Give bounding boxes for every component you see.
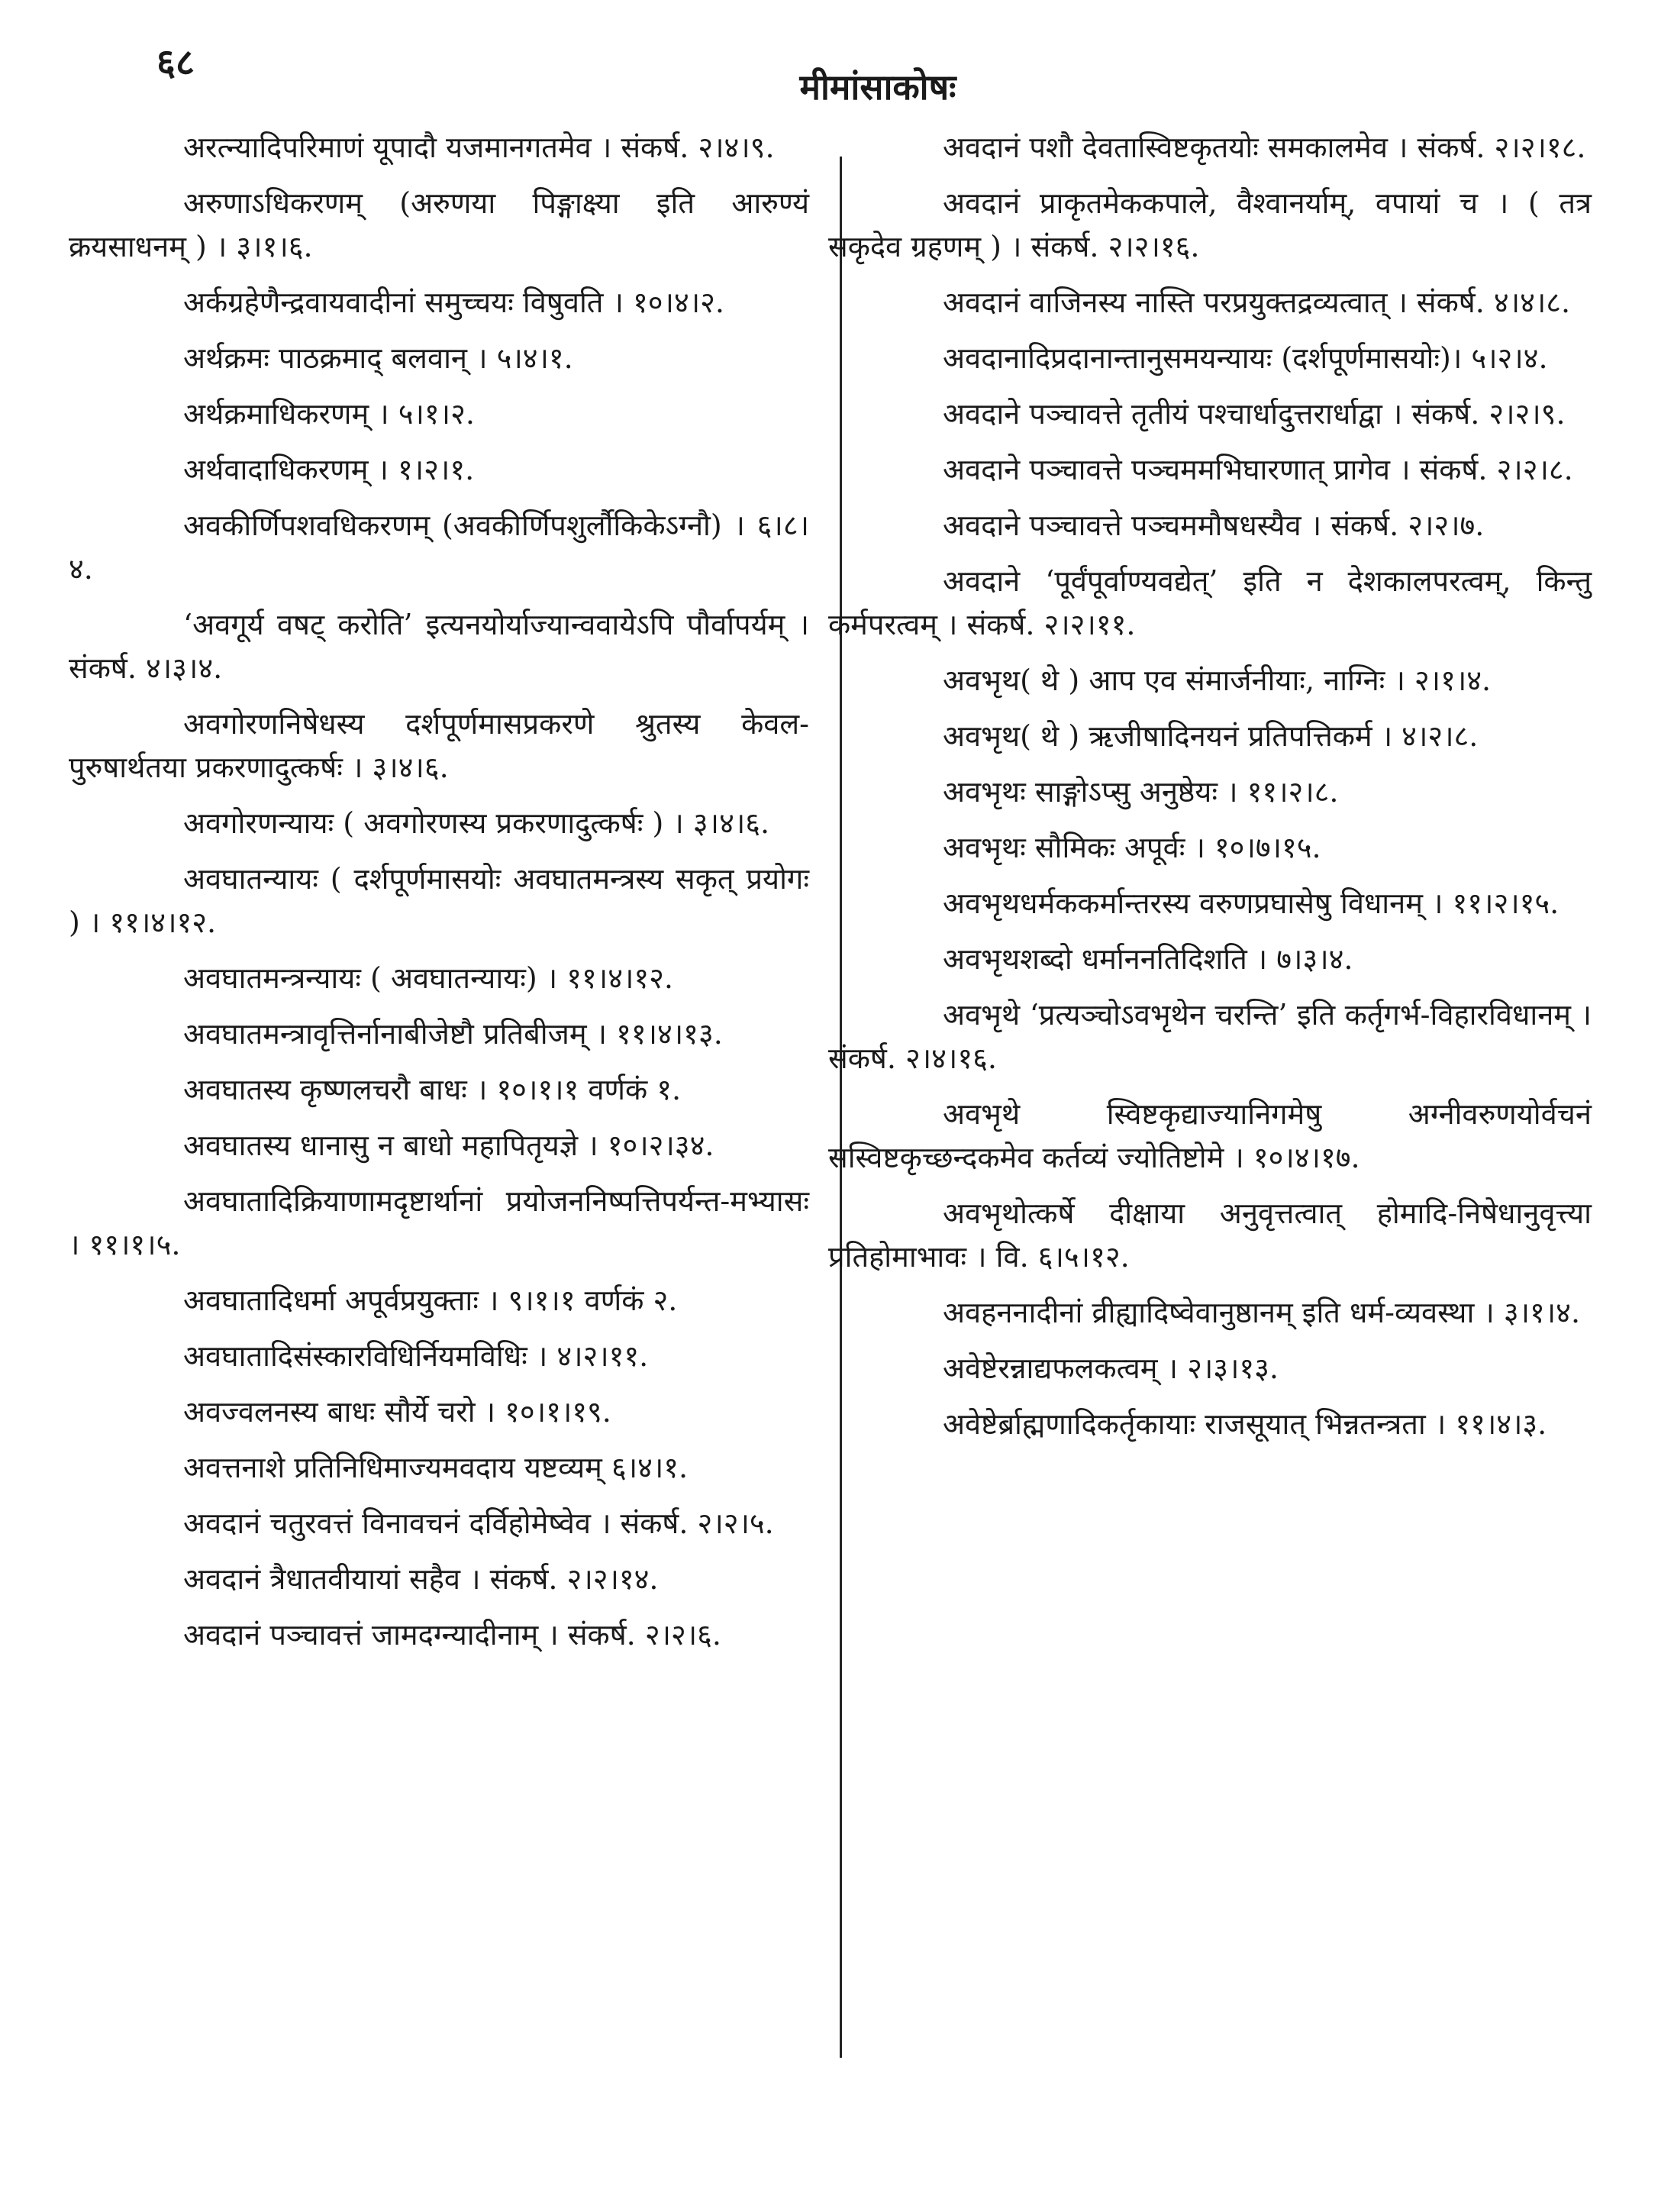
index-entry: अवघातन्यायः ( दर्शपूर्णमासयोः अवघातमन्त्रस्य सकृत् प्रयोगः ) । ११।४।१२.: [69, 862, 809, 939]
index-entry: अर्थक्रमः पाठक्रमाद् बलवान् । ५।४।१.: [183, 341, 573, 375]
index-entry: अवदानं चतुरवत्तं विनावचनं दर्विहोमेष्वेव । संकर्ष. २।२।५.: [183, 1506, 774, 1540]
left-column: [69, 126, 809, 1669]
index-entry: अवत्तनाशे प्रतिनिधिमाज्यमवदाय यष्टव्यम् ६।४।१.: [183, 1451, 689, 1484]
index-entry: अवगोरणनिषेधस्य दर्शपूर्णमासप्रकरणे श्रुतस्य केवल-पुरुषार्थतया प्रकरणादुत्कर्षः । ३।४।६.: [69, 707, 809, 784]
index-entry: अरत्न्यादिपरिमाणं यूपादौ यजमानगतमेव । संकर्ष. २।४।९.: [183, 131, 775, 164]
index-entry: अवदाने पञ्चावत्ते तृतीयं पश्चार्धादुत्तरार्धाद्वा । संकर्ष. २।२।९.: [943, 397, 1566, 431]
index-entry: अवदानं पञ्चावत्तं जामदग्न्यादीनाम् । संकर्ष. २।२।६.: [183, 1618, 721, 1652]
index-entry: अवभृथः सौमिकः अपूर्वः । १०।७।१५.: [943, 831, 1321, 864]
index-entry: अवहननादीनां व्रीह्यादिष्वेवानुष्ठानम् इति धर्म-व्यवस्था । ३।१।४.: [943, 1296, 1581, 1329]
index-entry: अवघातादिसंस्कारविधिर्नियमविधिः । ४।२।११.: [183, 1339, 649, 1373]
index-entry: अवदाने पञ्चावत्ते पञ्चममभिघारणात् प्रागेव । संकर्ष. २।२।८.: [943, 453, 1573, 486]
right-column: [828, 126, 1592, 1458]
index-entry: अवज्वलनस्य बाधः सौर्ये चरो । १०।१।१९.: [183, 1395, 611, 1429]
index-entry: अवदाने ‘पूर्वंपूर्वाण्यवद्येत्’ इति न देशकालपरत्वम्, किन्तु कर्मपरत्वम् । संकर्ष. २।२।११.: [828, 564, 1592, 641]
index-entry: अवभृथे स्विष्टकृद्याज्यानिगमेषु अग्नीवरुणयोर्वचनं सस्विष्टकृच्छन्दकमेव कर्तव्यं ज्योतिष्टोमे । १०।४।१७.: [828, 1097, 1592, 1174]
index-entry: अवघातस्य धानासु न बाधो महापितृयज्ञे । १०।२।३४.: [183, 1129, 714, 1162]
index-entry: अवकीर्णिपशवधिकरणम् (अवकीर्णिपशुर्लौकिकेऽग्नौ) । ६।८।४.: [69, 509, 809, 586]
index-entry: अर्कग्रहेणैन्द्रवायवादीनां समुच्चयः विषुवति । १०।४।२.: [183, 286, 724, 319]
index-entry: अवघातादिधर्मा अपूर्वप्रयुक्ताः । ९।१।१ वर्णकं २.: [183, 1284, 678, 1317]
index-entry: अवभृथशब्दो धर्माननतिदिशति । ७।३।४.: [943, 942, 1353, 976]
index-entry: अवभृथधर्मककर्मान्तरस्य वरुणप्रघासेषु विधानम् । ११।२।१५.: [943, 886, 1559, 920]
index-entry: अवदानं पशौ देवतास्विष्टकृतयोः समकालमेव । संकर्ष. २।२।१८.: [943, 131, 1586, 164]
index-entry: अवदाने पञ्चावत्ते पञ्चममौषधस्यैव । संकर्ष. २।२।७.: [943, 509, 1485, 542]
page-number: ६८: [156, 41, 195, 84]
index-entry: अवेष्टेरन्नाद्यफलकत्वम् । २।३।१३.: [943, 1351, 1279, 1385]
index-entry: अवघातस्य कृष्णलचरौ बाधः । १०।१।१ वर्णकं १.: [183, 1073, 682, 1106]
index-entry: अवदानं त्रैधातवीयायां सहैव । संकर्ष. २।२।१४.: [183, 1562, 659, 1596]
running-head-title: मीमांसाकोषः: [799, 66, 956, 108]
index-entry: अवभृथे ‘प्रत्यञ्चोऽवभृथेन चरन्ति’ इति कर्तृगर्भ-विहारविधानम् । संकर्ष. २।४।१६.: [828, 998, 1592, 1075]
index-entry: अर्थवादाधिकरणम् । १।२।१.: [183, 453, 475, 486]
index-entry: अवघातादिक्रियाणामदृष्टार्थानां प्रयोजननिष्पत्तिपर्यन्त-मभ्यासः । ११।१।५.: [69, 1184, 809, 1261]
index-entry: अर्थक्रमाधिकरणम् । ५।१।२.: [183, 397, 475, 431]
index-entry: ‘अवगूर्य वषट् करोति’ इत्यनयोर्याज्यान्ववायेऽपि पौर्वापर्यम् । संकर्ष. ४।३।४.: [69, 608, 809, 685]
index-entry: अवदानं प्राकृतमेककपाले, वैश्वानर्याम्, वपायां च । ( तत्र सकृदेव ग्रहणम् ) । संकर्ष. २।२।१६.: [828, 186, 1592, 263]
index-entry: अवघातमन्त्रन्यायः ( अवघातन्यायः) । ११।४।१२.: [183, 961, 673, 995]
index-entry: अवेष्टेर्ब्राह्मणादिकर्तृकायाः राजसूयात् भिन्नतन्त्रता । ११।४।३.: [943, 1407, 1547, 1441]
index-entry: अवघातमन्त्रावृत्तिर्नानाबीजेष्टौ प्रतिबीजम् । ११।४।१३.: [183, 1017, 723, 1051]
index-entry: अवभृथः साङ्गोऽप्सु अनुष्ठेयः । ११।२।८.: [943, 775, 1339, 809]
index-entry: अवभृथोत्कर्षे दीक्षाया अनुवृत्तत्वात् होमादि-निषेधानुवृत्त्या प्रतिहोमाभावः । वि. ६।५।१२.: [828, 1196, 1592, 1274]
index-entry: अवदानं वाजिनस्य नास्ति परप्रयुक्तद्रव्यत्वात् । संकर्ष. ४।४।८.: [943, 286, 1571, 319]
index-entry: अवभृथ( थे ) आप एव संमार्जनीयाः, नाग्निः । २।१।४.: [943, 664, 1492, 697]
index-entry: अवदानादिप्रदानान्तानुसमयन्यायः (दर्शपूर्णमासयोः)। ५।२।४.: [943, 341, 1548, 375]
index-entry: अरुणाऽधिकरणम् (अरुणया पिङ्गाक्ष्या इति आरुण्यं क्रयसाधनम् ) । ३।१।६.: [69, 186, 809, 263]
index-entry: अवगोरणन्यायः ( अवगोरणस्य प्रकरणादुत्कर्षः ) । ३।४।६.: [183, 806, 770, 840]
index-entry: अवभृथ( थे ) ऋजीषादिनयनं प्रतिपत्तिकर्म । ४।२।८.: [943, 719, 1479, 753]
